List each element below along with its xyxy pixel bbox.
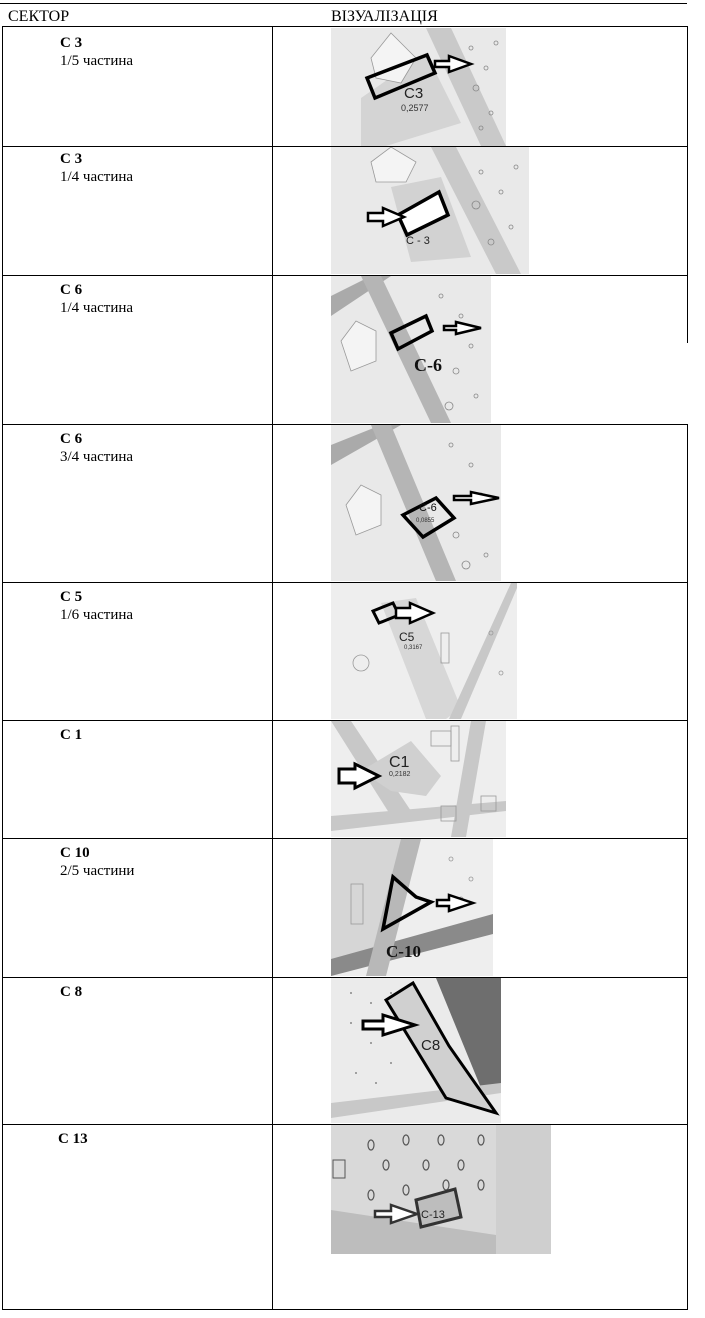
column-header-sector: СЕКТОР (8, 8, 70, 25)
table-row (60, 34, 133, 70)
sector-part: 1/5 частина (60, 53, 134, 69)
sector-part: 1/6 частина (60, 607, 134, 623)
sector-code: С 3 (60, 151, 83, 167)
table-row (60, 588, 133, 624)
map-image (331, 1125, 551, 1254)
sector-code: С 1 (60, 727, 83, 743)
table-top-border (0, 3, 687, 4)
map-value: 0,2182 (389, 771, 411, 778)
map-image (331, 583, 517, 719)
map-label: С-10 (386, 942, 421, 961)
sector-part: 3/4 частина (60, 449, 134, 465)
map-label: С-6 (414, 355, 442, 375)
map-label: С - 3 (406, 235, 430, 247)
row-divider (2, 26, 688, 27)
sector-code: С 6 (60, 431, 83, 447)
table-column-divider (272, 26, 273, 1309)
map-image (331, 721, 506, 837)
map-image (331, 978, 501, 1123)
sector-code: С 8 (60, 984, 83, 1000)
map-value: 0,2577 (401, 103, 429, 113)
sector-code: С 6 (60, 282, 83, 298)
map-label: C5 (399, 630, 415, 644)
map-label: C-13 (421, 1209, 445, 1221)
map-value: 0,0855 (416, 518, 435, 524)
sector-part: 2/5 частини (60, 863, 135, 879)
table-right-border (687, 26, 688, 343)
map-image (331, 147, 529, 274)
table-row (60, 726, 82, 744)
map-value: 0,3167 (404, 645, 423, 651)
column-header-visual: ВІЗУАЛІЗАЦІЯ (331, 8, 438, 25)
table-right-border (687, 424, 688, 1309)
sector-code: С 3 (60, 35, 83, 51)
table-row (60, 844, 134, 880)
sector-part: 1/4 частина (60, 169, 134, 185)
map-image (331, 839, 493, 976)
sector-code: С 13 (58, 1131, 88, 1147)
sector-code: С 5 (60, 589, 83, 605)
map-image (331, 276, 491, 423)
table-left-border (2, 26, 3, 1309)
map-image (331, 28, 506, 146)
map-label: C8 (421, 1037, 441, 1054)
table-row (60, 430, 133, 466)
sector-code: С 10 (60, 845, 90, 861)
table-bottom-border (2, 1309, 688, 1310)
table-row (60, 150, 133, 186)
sector-part: 1/4 частина (60, 300, 134, 316)
map-label: C1 (389, 754, 410, 771)
map-label: С-6 (419, 502, 437, 514)
map-image (331, 425, 501, 581)
table-row (58, 1130, 88, 1148)
table-row (60, 983, 82, 1001)
map-label: C3 (404, 85, 424, 102)
table-row (60, 281, 133, 317)
